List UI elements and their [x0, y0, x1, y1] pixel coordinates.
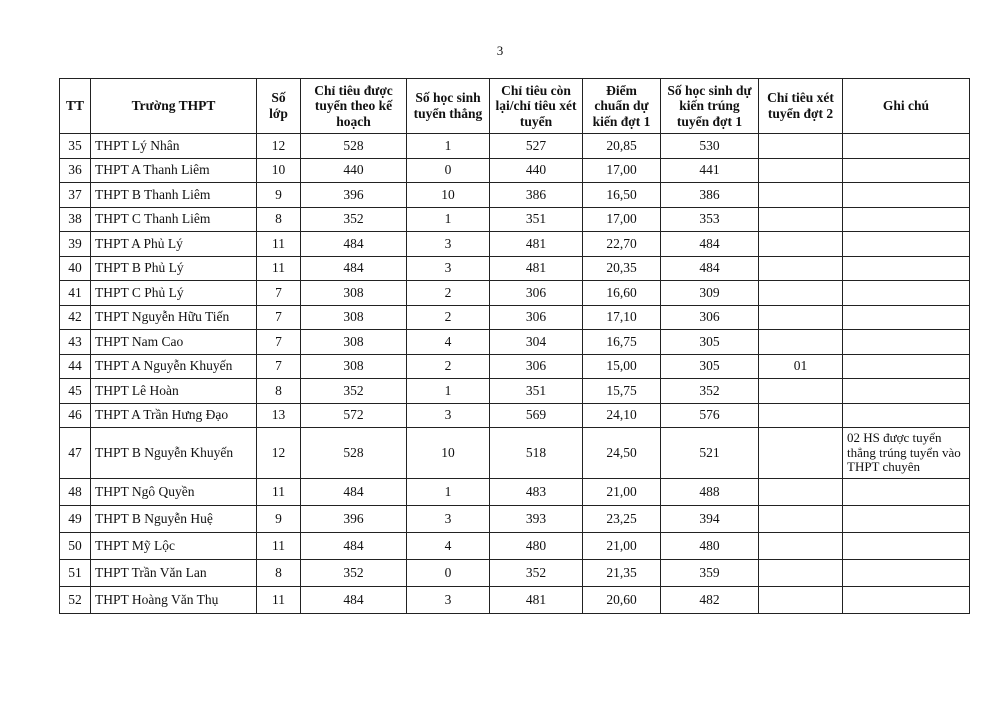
- row-number-cell: 41: [60, 281, 91, 306]
- note-cell: [843, 207, 970, 232]
- table-body: [60, 134, 970, 614]
- header-cell: Số học sinh tuyển thẳng: [407, 79, 490, 134]
- planned-quota-cell: 352: [301, 207, 407, 232]
- direct-admission-count-cell: 2: [407, 305, 490, 330]
- note-cell: [843, 183, 970, 208]
- table-row: [60, 479, 970, 506]
- note-cell: [843, 158, 970, 183]
- planned-quota-cell: 308: [301, 354, 407, 379]
- remaining-quota-cell: 481: [490, 232, 583, 257]
- round2-quota-cell: [759, 183, 843, 208]
- row-number-cell: 43: [60, 330, 91, 355]
- school-name-cell: THPT C Thanh Liêm: [91, 207, 257, 232]
- header-cell: Số lớp: [257, 79, 301, 134]
- remaining-quota-cell: 306: [490, 281, 583, 306]
- class-count-cell: 9: [257, 183, 301, 208]
- round2-quota-cell: [759, 305, 843, 330]
- note-cell: [843, 587, 970, 614]
- remaining-quota-cell: 518: [490, 428, 583, 479]
- direct-admission-count-cell: 4: [407, 533, 490, 560]
- note-cell: [843, 560, 970, 587]
- direct-admission-count-cell: 4: [407, 330, 490, 355]
- table-row: [60, 158, 970, 183]
- header-cell: Chỉ tiêu còn lại/chỉ tiêu xét tuyển: [490, 79, 583, 134]
- header-cell: Chỉ tiêu được tuyển theo kế hoạch: [301, 79, 407, 134]
- expected-cutoff-score-cell: 20,85: [583, 134, 661, 159]
- note-cell: [843, 403, 970, 428]
- expected-admitted-count-cell: 521: [661, 428, 759, 479]
- direct-admission-count-cell: 1: [407, 207, 490, 232]
- remaining-quota-cell: 481: [490, 587, 583, 614]
- remaining-quota-cell: 351: [490, 207, 583, 232]
- school-name-cell: THPT A Trần Hưng Đạo: [91, 403, 257, 428]
- expected-admitted-count-cell: 488: [661, 479, 759, 506]
- class-count-cell: 7: [257, 281, 301, 306]
- expected-admitted-count-cell: 306: [661, 305, 759, 330]
- round2-quota-cell: [759, 428, 843, 479]
- round2-quota-cell: [759, 134, 843, 159]
- admission-table: [59, 78, 970, 614]
- remaining-quota-cell: 304: [490, 330, 583, 355]
- header-cell: TT: [60, 79, 91, 134]
- class-count-cell: 13: [257, 403, 301, 428]
- school-name-cell: THPT Lý Nhân: [91, 134, 257, 159]
- round2-quota-cell: [759, 281, 843, 306]
- expected-admitted-count-cell: 305: [661, 330, 759, 355]
- round2-quota-cell: [759, 232, 843, 257]
- planned-quota-cell: 484: [301, 533, 407, 560]
- remaining-quota-cell: 527: [490, 134, 583, 159]
- school-name-cell: THPT B Thanh Liêm: [91, 183, 257, 208]
- class-count-cell: 7: [257, 354, 301, 379]
- planned-quota-cell: 484: [301, 479, 407, 506]
- expected-cutoff-score-cell: 16,60: [583, 281, 661, 306]
- note-cell: [843, 533, 970, 560]
- round2-quota-cell: [759, 403, 843, 428]
- table-row: [60, 256, 970, 281]
- round2-quota-cell: [759, 379, 843, 404]
- expected-cutoff-score-cell: 16,75: [583, 330, 661, 355]
- note-cell: 02 HS được tuyển thẳng trúng tuyển vào THPT chuyên: [843, 428, 970, 479]
- remaining-quota-cell: 569: [490, 403, 583, 428]
- row-number-cell: 36: [60, 158, 91, 183]
- note-cell: [843, 354, 970, 379]
- row-number-cell: 48: [60, 479, 91, 506]
- direct-admission-count-cell: 0: [407, 158, 490, 183]
- class-count-cell: 11: [257, 232, 301, 257]
- header-cell: Trường THPT: [91, 79, 257, 134]
- expected-cutoff-score-cell: 22,70: [583, 232, 661, 257]
- row-number-cell: 52: [60, 587, 91, 614]
- round2-quota-cell: [759, 256, 843, 281]
- school-name-cell: THPT Lê Hoàn: [91, 379, 257, 404]
- row-number-cell: 42: [60, 305, 91, 330]
- row-number-cell: 44: [60, 354, 91, 379]
- table-row: [60, 560, 970, 587]
- header-cell: Điểm chuẩn dự kiến đợt 1: [583, 79, 661, 134]
- direct-admission-count-cell: 1: [407, 379, 490, 404]
- table-row: [60, 330, 970, 355]
- remaining-quota-cell: 483: [490, 479, 583, 506]
- planned-quota-cell: 396: [301, 506, 407, 533]
- table-row: [60, 506, 970, 533]
- planned-quota-cell: 308: [301, 281, 407, 306]
- row-number-cell: 45: [60, 379, 91, 404]
- expected-admitted-count-cell: 386: [661, 183, 759, 208]
- round2-quota-cell: [759, 158, 843, 183]
- class-count-cell: 9: [257, 506, 301, 533]
- header-cell: Ghi chú: [843, 79, 970, 134]
- expected-admitted-count-cell: 530: [661, 134, 759, 159]
- class-count-cell: 11: [257, 256, 301, 281]
- school-name-cell: THPT A Phủ Lý: [91, 232, 257, 257]
- round2-quota-cell: [759, 330, 843, 355]
- remaining-quota-cell: 480: [490, 533, 583, 560]
- table-row: [60, 587, 970, 614]
- direct-admission-count-cell: 3: [407, 256, 490, 281]
- note-cell: [843, 281, 970, 306]
- table-row: [60, 305, 970, 330]
- school-name-cell: THPT Hoàng Văn Thụ: [91, 587, 257, 614]
- expected-admitted-count-cell: 359: [661, 560, 759, 587]
- table-row: [60, 428, 970, 479]
- class-count-cell: 7: [257, 330, 301, 355]
- class-count-cell: 12: [257, 134, 301, 159]
- remaining-quota-cell: 351: [490, 379, 583, 404]
- row-number-cell: 38: [60, 207, 91, 232]
- class-count-cell: 8: [257, 379, 301, 404]
- table-row: [60, 232, 970, 257]
- school-name-cell: THPT Nguyễn Hữu Tiến: [91, 305, 257, 330]
- planned-quota-cell: 572: [301, 403, 407, 428]
- planned-quota-cell: 484: [301, 587, 407, 614]
- class-count-cell: 10: [257, 158, 301, 183]
- header-cell: Chỉ tiêu xét tuyển đợt 2: [759, 79, 843, 134]
- expected-admitted-count-cell: 441: [661, 158, 759, 183]
- direct-admission-count-cell: 1: [407, 479, 490, 506]
- planned-quota-cell: 352: [301, 379, 407, 404]
- direct-admission-count-cell: 1: [407, 134, 490, 159]
- table-row: [60, 183, 970, 208]
- expected-cutoff-score-cell: 17,00: [583, 207, 661, 232]
- round2-quota-cell: [759, 560, 843, 587]
- school-name-cell: THPT B Nguyễn Khuyến: [91, 428, 257, 479]
- direct-admission-count-cell: 3: [407, 232, 490, 257]
- remaining-quota-cell: 481: [490, 256, 583, 281]
- expected-cutoff-score-cell: 24,10: [583, 403, 661, 428]
- school-name-cell: THPT Ngô Quyền: [91, 479, 257, 506]
- remaining-quota-cell: 352: [490, 560, 583, 587]
- page-number: 3: [496, 43, 504, 58]
- class-count-cell: 11: [257, 533, 301, 560]
- planned-quota-cell: 440: [301, 158, 407, 183]
- row-number-cell: 39: [60, 232, 91, 257]
- note-cell: [843, 330, 970, 355]
- round2-quota-cell: [759, 207, 843, 232]
- class-count-cell: 11: [257, 587, 301, 614]
- direct-admission-count-cell: 10: [407, 183, 490, 208]
- expected-cutoff-score-cell: 16,50: [583, 183, 661, 208]
- expected-cutoff-score-cell: 21,35: [583, 560, 661, 587]
- expected-cutoff-score-cell: 21,00: [583, 479, 661, 506]
- round2-quota-cell: [759, 479, 843, 506]
- expected-admitted-count-cell: 484: [661, 256, 759, 281]
- direct-admission-count-cell: 0: [407, 560, 490, 587]
- planned-quota-cell: 528: [301, 134, 407, 159]
- expected-cutoff-score-cell: 17,00: [583, 158, 661, 183]
- row-number-cell: 35: [60, 134, 91, 159]
- planned-quota-cell: 396: [301, 183, 407, 208]
- round2-quota-cell: [759, 587, 843, 614]
- row-number-cell: 51: [60, 560, 91, 587]
- table-row: [60, 281, 970, 306]
- school-name-cell: THPT C Phủ Lý: [91, 281, 257, 306]
- remaining-quota-cell: 306: [490, 305, 583, 330]
- class-count-cell: 8: [257, 207, 301, 232]
- row-number-cell: 46: [60, 403, 91, 428]
- header-cell: Số học sinh dự kiến trúng tuyển đợt 1: [661, 79, 759, 134]
- expected-admitted-count-cell: 352: [661, 379, 759, 404]
- expected-admitted-count-cell: 394: [661, 506, 759, 533]
- class-count-cell: 8: [257, 560, 301, 587]
- expected-cutoff-score-cell: 15,75: [583, 379, 661, 404]
- header-row: [60, 79, 970, 134]
- table-row: [60, 207, 970, 232]
- expected-admitted-count-cell: 482: [661, 587, 759, 614]
- row-number-cell: 47: [60, 428, 91, 479]
- school-name-cell: THPT A Thanh Liêm: [91, 158, 257, 183]
- expected-cutoff-score-cell: 24,50: [583, 428, 661, 479]
- direct-admission-count-cell: 2: [407, 354, 490, 379]
- expected-admitted-count-cell: 305: [661, 354, 759, 379]
- note-cell: [843, 256, 970, 281]
- expected-admitted-count-cell: 484: [661, 232, 759, 257]
- expected-cutoff-score-cell: 15,00: [583, 354, 661, 379]
- row-number-cell: 37: [60, 183, 91, 208]
- expected-cutoff-score-cell: 20,60: [583, 587, 661, 614]
- school-name-cell: THPT Trần Văn Lan: [91, 560, 257, 587]
- school-name-cell: THPT Mỹ Lộc: [91, 533, 257, 560]
- planned-quota-cell: 308: [301, 330, 407, 355]
- direct-admission-count-cell: 10: [407, 428, 490, 479]
- expected-cutoff-score-cell: 23,25: [583, 506, 661, 533]
- school-name-cell: THPT B Nguyễn Huệ: [91, 506, 257, 533]
- note-cell: [843, 379, 970, 404]
- planned-quota-cell: 484: [301, 232, 407, 257]
- table-row: [60, 379, 970, 404]
- note-cell: [843, 305, 970, 330]
- note-cell: [843, 134, 970, 159]
- planned-quota-cell: 484: [301, 256, 407, 281]
- remaining-quota-cell: 386: [490, 183, 583, 208]
- planned-quota-cell: 528: [301, 428, 407, 479]
- planned-quota-cell: 352: [301, 560, 407, 587]
- expected-admitted-count-cell: 353: [661, 207, 759, 232]
- remaining-quota-cell: 306: [490, 354, 583, 379]
- expected-cutoff-score-cell: 21,00: [583, 533, 661, 560]
- expected-admitted-count-cell: 480: [661, 533, 759, 560]
- class-count-cell: 7: [257, 305, 301, 330]
- note-cell: [843, 506, 970, 533]
- class-count-cell: 11: [257, 479, 301, 506]
- direct-admission-count-cell: 3: [407, 587, 490, 614]
- school-name-cell: THPT B Phủ Lý: [91, 256, 257, 281]
- school-name-cell: THPT Nam Cao: [91, 330, 257, 355]
- table-row: [60, 134, 970, 159]
- expected-admitted-count-cell: 576: [661, 403, 759, 428]
- round2-quota-cell: [759, 506, 843, 533]
- direct-admission-count-cell: 3: [407, 506, 490, 533]
- round2-quota-cell: [759, 533, 843, 560]
- school-name-cell: THPT A Nguyễn Khuyến: [91, 354, 257, 379]
- expected-admitted-count-cell: 309: [661, 281, 759, 306]
- row-number-cell: 50: [60, 533, 91, 560]
- note-cell: [843, 232, 970, 257]
- direct-admission-count-cell: 3: [407, 403, 490, 428]
- expected-cutoff-score-cell: 20,35: [583, 256, 661, 281]
- planned-quota-cell: 308: [301, 305, 407, 330]
- expected-cutoff-score-cell: 17,10: [583, 305, 661, 330]
- table-row: [60, 533, 970, 560]
- class-count-cell: 12: [257, 428, 301, 479]
- round2-quota-cell: 01: [759, 354, 843, 379]
- table-row: [60, 403, 970, 428]
- table-row: [60, 354, 970, 379]
- remaining-quota-cell: 440: [490, 158, 583, 183]
- note-cell: [843, 479, 970, 506]
- row-number-cell: 40: [60, 256, 91, 281]
- row-number-cell: 49: [60, 506, 91, 533]
- direct-admission-count-cell: 2: [407, 281, 490, 306]
- remaining-quota-cell: 393: [490, 506, 583, 533]
